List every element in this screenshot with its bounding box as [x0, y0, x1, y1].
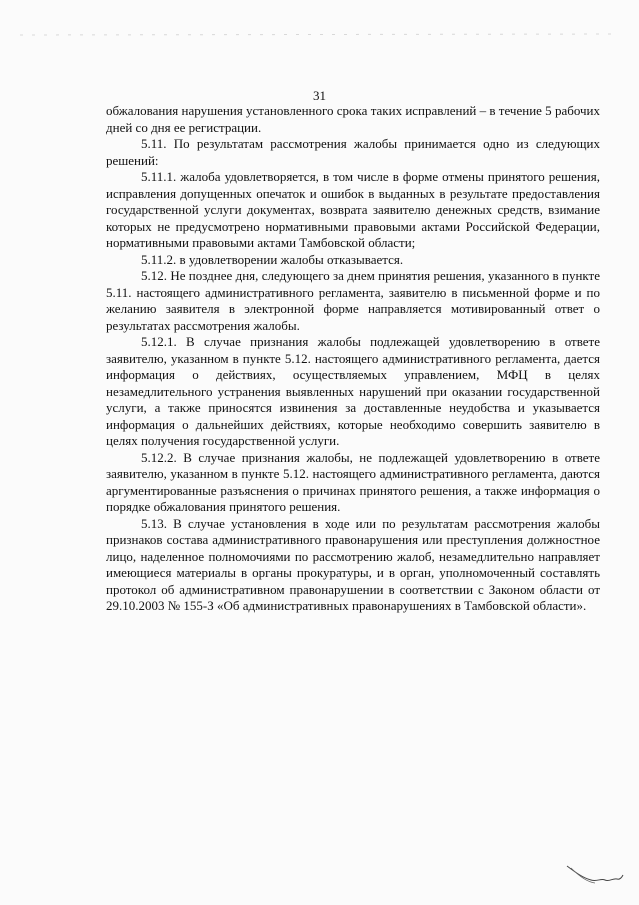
- paragraph-5-12: 5.12. Не позднее дня, следующего за днем принятия решения, указанного в пункте 5.11. настоящего административного регламента, заявителю в письменной форме и по желанию заявителя в электронной форме направляется мотивированный ответ о результатах рассмотрения жалобы.: [106, 268, 600, 333]
- paragraph-5-11-1: 5.11.1. жалоба удовлетворяется, в том числе в форме отмены принятого решения, исправления допущенных опечаток и ошибок в выданных в результате предоставления государственной услуги документах, возврата заявителю денежных средств, взимание которых не предусмотрено нормативными правовыми актами Российской Федерации, нормативными правовыми актами Тамбовской области;: [106, 169, 600, 250]
- paragraph-5-11-2: 5.11.2. в удовлетворении жалобы отказывается.: [141, 251, 404, 267]
- paragraph-5-13: 5.13. В случае установления в ходе или по результатам рассмотрения жалобы признаков состава административного правонарушения или преступления должностное лицо, наделенное полномочиями по рассмотрению жалоб, незамедлительно направляет имеющиеся материалы в органы прокуратуры, и в орган, уполномоченный составлять протокол об административном правонарушении в соответствии с Законом области от 29.10.2003 № 155-З «Об административных правонарушениях в Тамбовской области».: [106, 515, 600, 613]
- paragraph-5-12-1: 5.12.1. В случае признания жалобы подлежащей удовлетворению в ответе заявителю, указанном в пункте 5.12. настоящего административного регламента, дается информация о действиях, осуществляемых управлением, МФЦ в целях незамедлительного устранения выявленных нарушений при оказании государственной услуги, а также приносятся извинения за доставленные неудобства и указывается информация о дальнейших действиях, которые необходимо совершить заявителю в целях получения государственной услуги.: [106, 334, 600, 448]
- scan-artifact: [20, 32, 620, 38]
- paragraph-5-11: 5.11. По результатам рассмотрения жалобы принимается одно из следующих решений:: [106, 136, 600, 168]
- body-text: [106, 103, 600, 615]
- paragraph-5-12-2: 5.12.2. В случае признания жалобы, не подлежащей удовлетворению в ответе заявителю, указанном в пункте 5.12. настоящего административного регламента, даются аргументированные разъяснения о причинах принятого решения, а также информация о порядке обжалования принятого решения.: [106, 449, 600, 514]
- handwritten-mark: [565, 858, 625, 888]
- page-number: 31: [313, 88, 326, 103]
- paragraph-continuation: обжалования нарушения установленного срока таких исправлений – в течение 5 рабочих дней со дня ее регистрации.: [106, 103, 600, 135]
